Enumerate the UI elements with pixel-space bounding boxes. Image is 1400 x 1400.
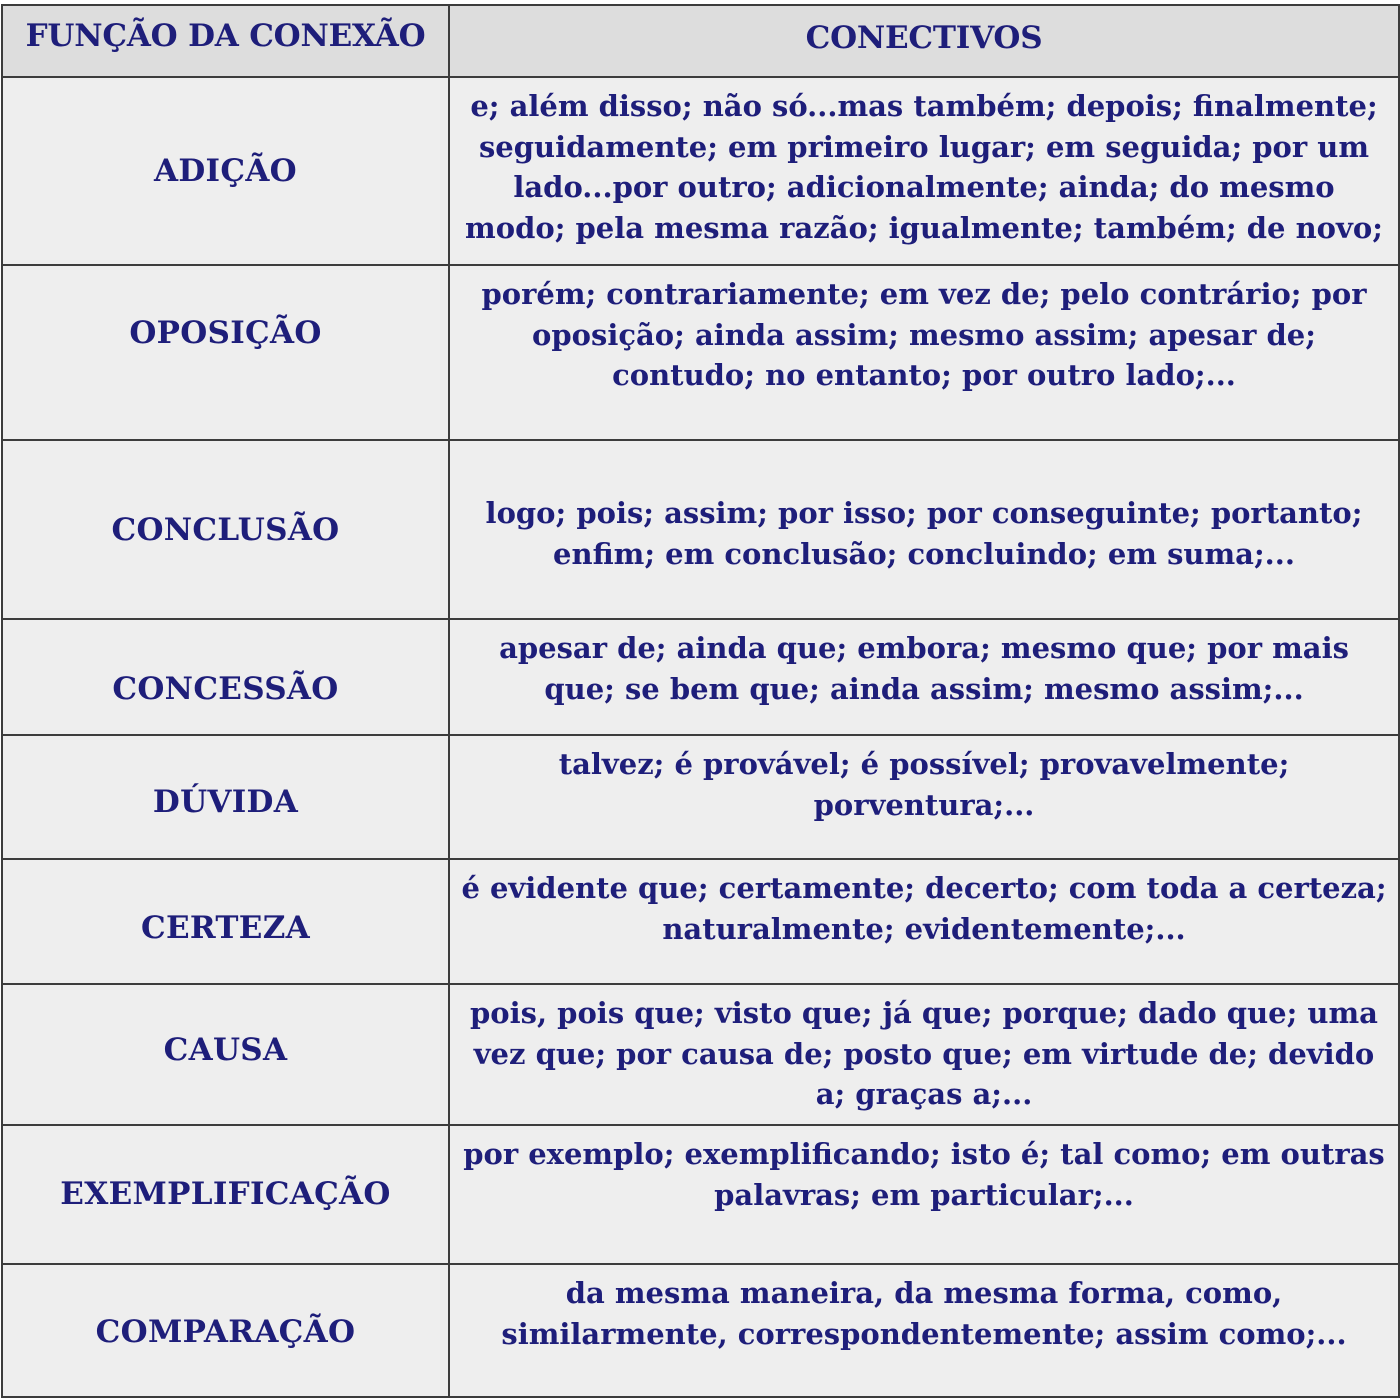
function-label: COMPARAÇÃO [95, 1313, 356, 1350]
function-cell [1, 76, 450, 266]
function-label: CONCLUSÃO [111, 511, 340, 548]
connectives-text: e; além disso; não só...mas também; depois; finalmente; seguidamente; em primeiro lugar; em seguida; por um lado...por outro; adicionalmente; ainda; do mesmo modo; pela mesma razão; igualmente; também; de novo; [465, 89, 1383, 245]
function-cell [1, 983, 450, 1126]
connectives-text: logo; pois; assim; por isso; por conseguinte; portanto; enfim; em conclusão; concluindo; em suma;... [485, 496, 1363, 571]
function-cell [1, 618, 450, 736]
function-label: CAUSA [163, 1031, 288, 1068]
connectives-cell [448, 618, 1400, 736]
connectives-text: pois, pois que; visto que; já que; porque; dado que; uma vez que; por causa de; posto que; em virtude de; devido a; graças a;... [470, 996, 1378, 1111]
function-label: EXEMPLIFICAÇÃO [60, 1175, 391, 1212]
connectives-text: é evidente que; certamente; decerto; com toda a certeza; naturalmente; evidentemente;... [461, 871, 1387, 946]
function-cell [1, 1124, 450, 1265]
connectives-text: da mesma maneira, da mesma forma, como, similarmente, correspondentemente; assim como;... [501, 1276, 1347, 1351]
header-function-cell [1, 4, 450, 78]
function-cell [1, 439, 450, 620]
connectives-cell [448, 1124, 1400, 1265]
function-cell [1, 734, 450, 860]
connectives-cell [448, 439, 1400, 620]
function-label: OPOSIÇÃO [129, 314, 322, 351]
connectives-cell [448, 734, 1400, 860]
connectives-cell [448, 983, 1400, 1126]
function-label: DÚVIDA [152, 784, 299, 820]
table-header-row [0, 0, 1400, 78]
header-function-label: FUNÇÃO DA CONEXÃO [25, 18, 426, 54]
header-connectives-label: CONECTIVOS [805, 20, 1043, 56]
function-cell [1, 858, 450, 985]
connectives-text: porém; contrariamente; em vez de; pelo contrário; por oposição; ainda assim; mesmo assim; apesar de; contudo; no entanto; por outro lado;... [481, 277, 1367, 392]
function-cell [1, 1263, 450, 1398]
connectives-text: por exemplo; exemplificando; isto é; tal como; em outras palavras; em particular;... [463, 1137, 1385, 1212]
function-cell [1, 264, 450, 441]
function-label: CERTEZA [141, 909, 310, 946]
connectives-cell [448, 76, 1400, 266]
connectives-text: apesar de; ainda que; embora; mesmo que; por mais que; se bem que; ainda assim; mesmo assim;... [499, 631, 1349, 706]
connectives-cell [448, 858, 1400, 985]
connectives-text: talvez; é provável; é possível; provavelmente; porventura;... [558, 747, 1290, 822]
function-label: CONCESSÃO [112, 671, 339, 707]
connectives-cell [448, 264, 1400, 441]
function-label: ADIÇÃO [154, 153, 297, 189]
header-connectives-cell [448, 4, 1400, 78]
connectives-cell [448, 1263, 1400, 1398]
